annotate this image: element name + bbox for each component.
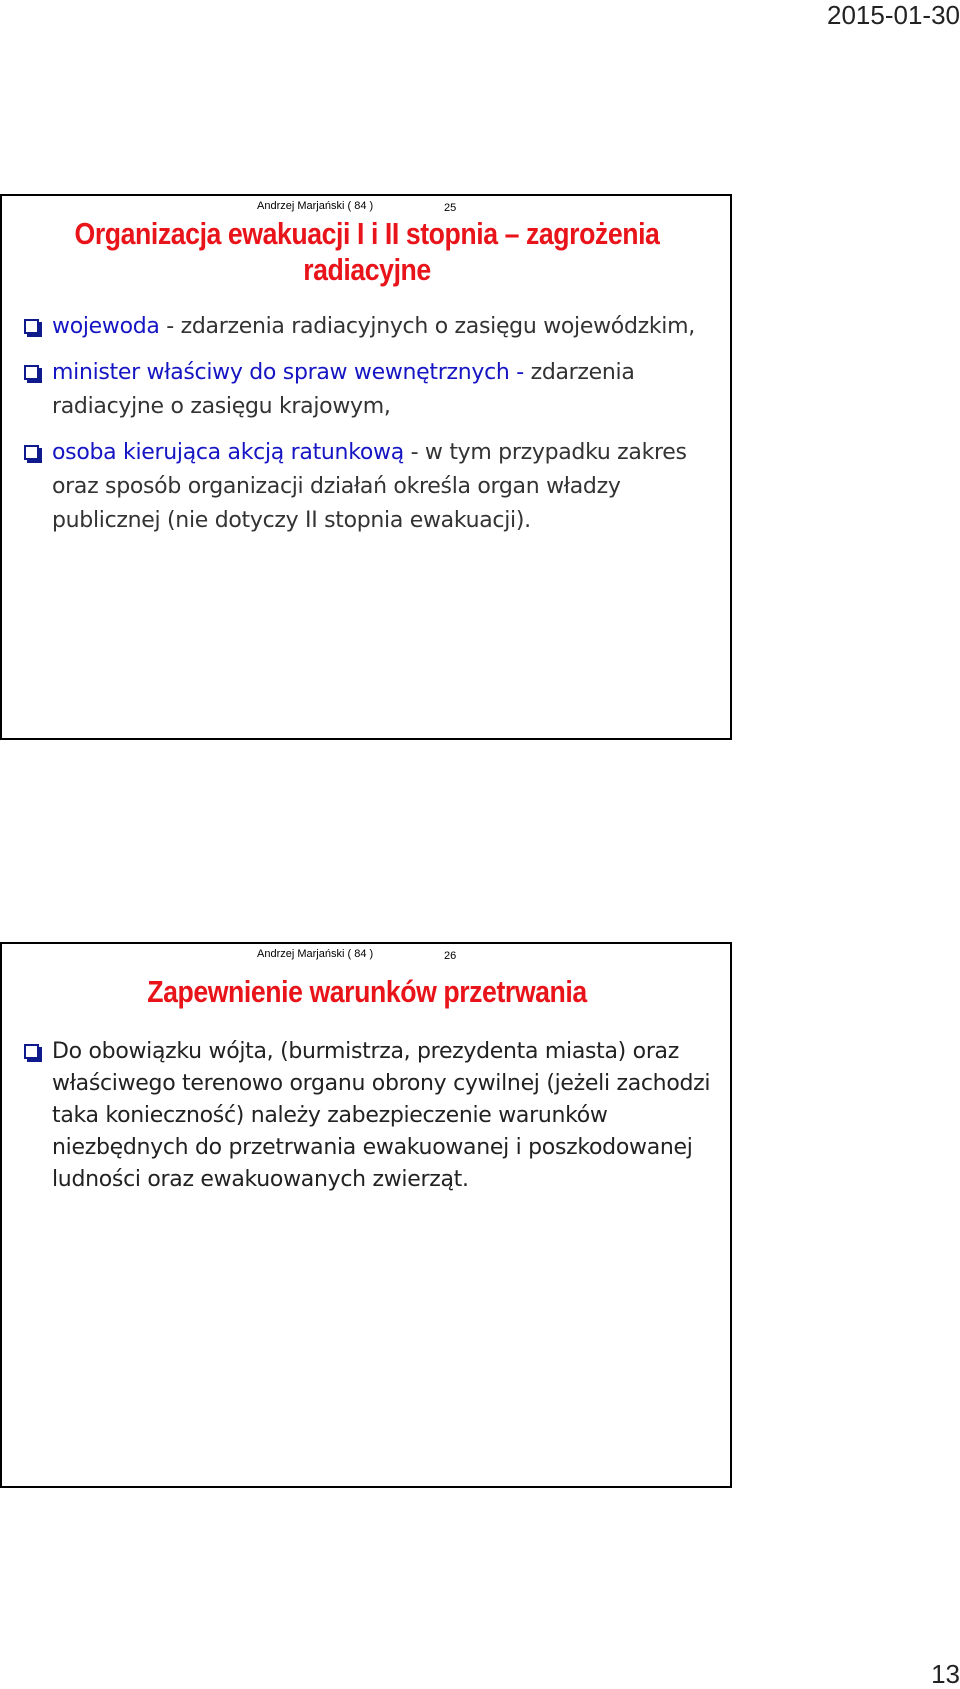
slide-author: Andrzej Marjański ( 84 ) [257,200,374,212]
bullet-item [22,1036,720,1196]
bullet-keyword: wojewoda [52,314,160,339]
bullet-text: - zdarzenia radiacyjnych o zasięgu wojewódzkim, [159,314,695,339]
slide-26 [0,942,732,1488]
bullet-item [22,356,720,424]
bullet-list [22,1036,720,1208]
bullet-text: zdarzenia radiacyjne o zasięgu krajowym, [52,360,635,419]
bullet-keyword: minister właściwy do spraw wewnętrznych - [52,360,524,385]
checkbox-bullet-icon [24,319,39,334]
bullet-item [22,310,720,344]
slide-title-line-2: radiacyjne [303,252,431,287]
checkbox-bullet-icon [24,445,39,460]
bullet-keyword: osoba kierująca akcją ratunkową [52,440,404,465]
slide-title [53,216,681,288]
checkbox-bullet-icon [24,365,39,380]
page-date: 2015-01-30 [827,0,960,30]
bullet-list [22,310,720,550]
slide-25 [0,194,732,740]
checkbox-bullet-icon [24,1044,39,1059]
slide-title-line-1: Organizacja ewakuacji I i II stopnia – zagrożenia [74,216,660,251]
slide-author: Andrzej Marjański ( 84 ) [257,948,374,960]
bullet-text: Do obowiązku wójta, (burmistrza, prezydenta miasta) oraz właściwego terenowo organu obrony cywilnej (jeżeli zachodzi taka konieczność) należy zabezpieczenie warunków niezbędnych do przetrwania ewakuowanej i poszkodowanej ludności oraz ewakuowanych zwierząt. [52,1039,711,1192]
page-number: 13 [931,1659,960,1689]
slide-number: 25 [444,202,457,214]
slide-number: 26 [444,950,457,962]
bullet-text: - w tym przypadku zakres oraz sposób organizacji działań określa organ władzy publicznej (nie dotyczy II stopnia ewakuacji). [52,440,687,533]
bullet-item [22,436,720,538]
slide-title: Zapewnienie warunków przetrwania [147,974,587,1009]
